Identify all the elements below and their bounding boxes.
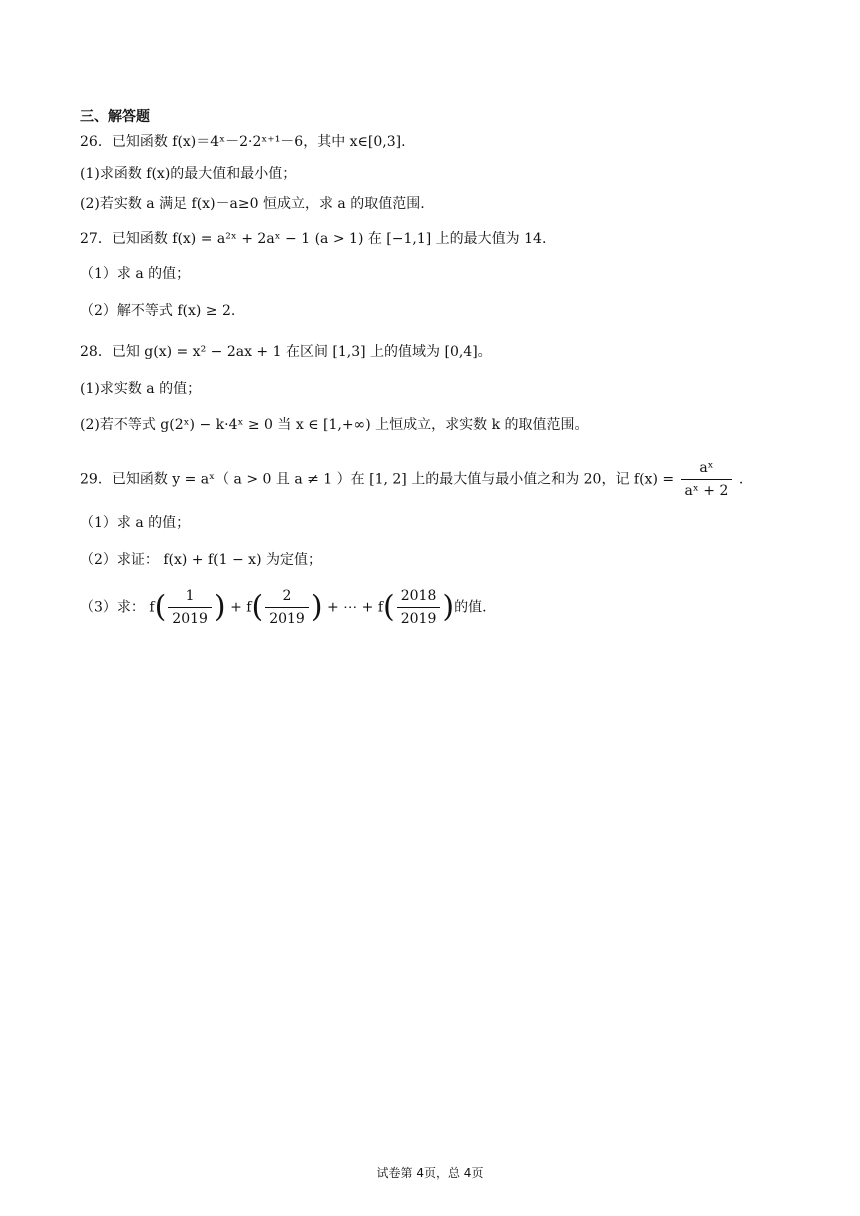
q29-fraction (681, 458, 733, 501)
q29-part3-label: （3）求： (80, 599, 145, 616)
fraction-denominator: 2019 (400, 611, 437, 627)
q29-part1: （1）求 a 的值； (80, 515, 191, 531)
q27-part2: （2）解不等式 f(x) ≥ 2. (80, 303, 236, 319)
q26-stem: 26．已知函数 f(x)＝4ˣ－2·2ˣ⁺¹－6，其中 x∈[0,3]. (80, 134, 406, 150)
fraction-denominator: 2019 (172, 611, 208, 627)
q27-stem: 27．已知函数 f(x) = a²ˣ + 2aˣ − 1 (a > 1) 在 [−1,1] 上的最大值为 14. (80, 231, 547, 247)
left-paren-2: ( (251, 589, 264, 625)
q28-part1: (1)求实数 a 的值； (80, 381, 202, 397)
right-paren-3: ) (442, 589, 455, 625)
q29-part3-plus: + (230, 599, 242, 616)
fraction-numerator: 2 (265, 586, 309, 608)
q29-stem-text: 29．已知函数 y = aˣ（ a > 0 且 a ≠ 1 ）在 [1, 2] 上的最大值与最小值之和为 20，记 f(x) = (80, 471, 675, 488)
q28-part2: (2)若不等式 g(2ˣ) − k·4ˣ ≥ 0 当 x ∈ [1,+∞) 上恒成立，求实数 k 的取值范围。 (80, 417, 589, 433)
page-footer: 试卷第 4页，总 4页 (376, 1166, 484, 1180)
fraction-numerator: 2018 (397, 586, 441, 608)
q29-stem-end: . (738, 471, 744, 488)
q26-part1: (1)求函数 f(x)的最大值和最小值； (80, 166, 297, 182)
right-paren-2: ) (310, 589, 323, 625)
q29-part3-fraction-2 (265, 586, 309, 629)
q27-part1: （1）求 a 的值； (80, 266, 191, 282)
fraction-denominator: 2019 (269, 611, 305, 627)
q29-stem (80, 458, 743, 501)
q29-part3-dots: + ⋯ + (327, 599, 374, 616)
q29-part3-f2: f (246, 599, 252, 616)
q29-fraction-denominator: aˣ + 2 (684, 483, 729, 499)
right-paren-1: ) (213, 589, 226, 625)
q29-part2: （2）求证： f(x) + f(1 − x) 为定值； (80, 552, 322, 568)
q29-part3-end: 的值. (454, 599, 487, 616)
q26-part2: (2)若实数 a 满足 f(x)－a≥0 恒成立，求 a 的取值范围. (80, 196, 425, 212)
fraction-numerator: 1 (168, 586, 212, 608)
q29-part3-fraction-3 (397, 586, 441, 629)
q28-stem: 28．已知 g(x) = x² − 2ax + 1 在区间 [1,3] 上的值域为 [0,4]。 (80, 344, 492, 360)
section-title: 三、解答题 (80, 109, 150, 125)
q29-part3 (80, 586, 487, 629)
q29-fraction-numerator: aˣ (681, 458, 733, 480)
left-paren-3: ( (383, 589, 395, 625)
q29-part3-f1: f (149, 599, 155, 616)
q29-part3-fraction-1 (168, 586, 212, 629)
q29-part3-f3: f (377, 599, 384, 616)
left-paren-1: ( (154, 589, 167, 625)
